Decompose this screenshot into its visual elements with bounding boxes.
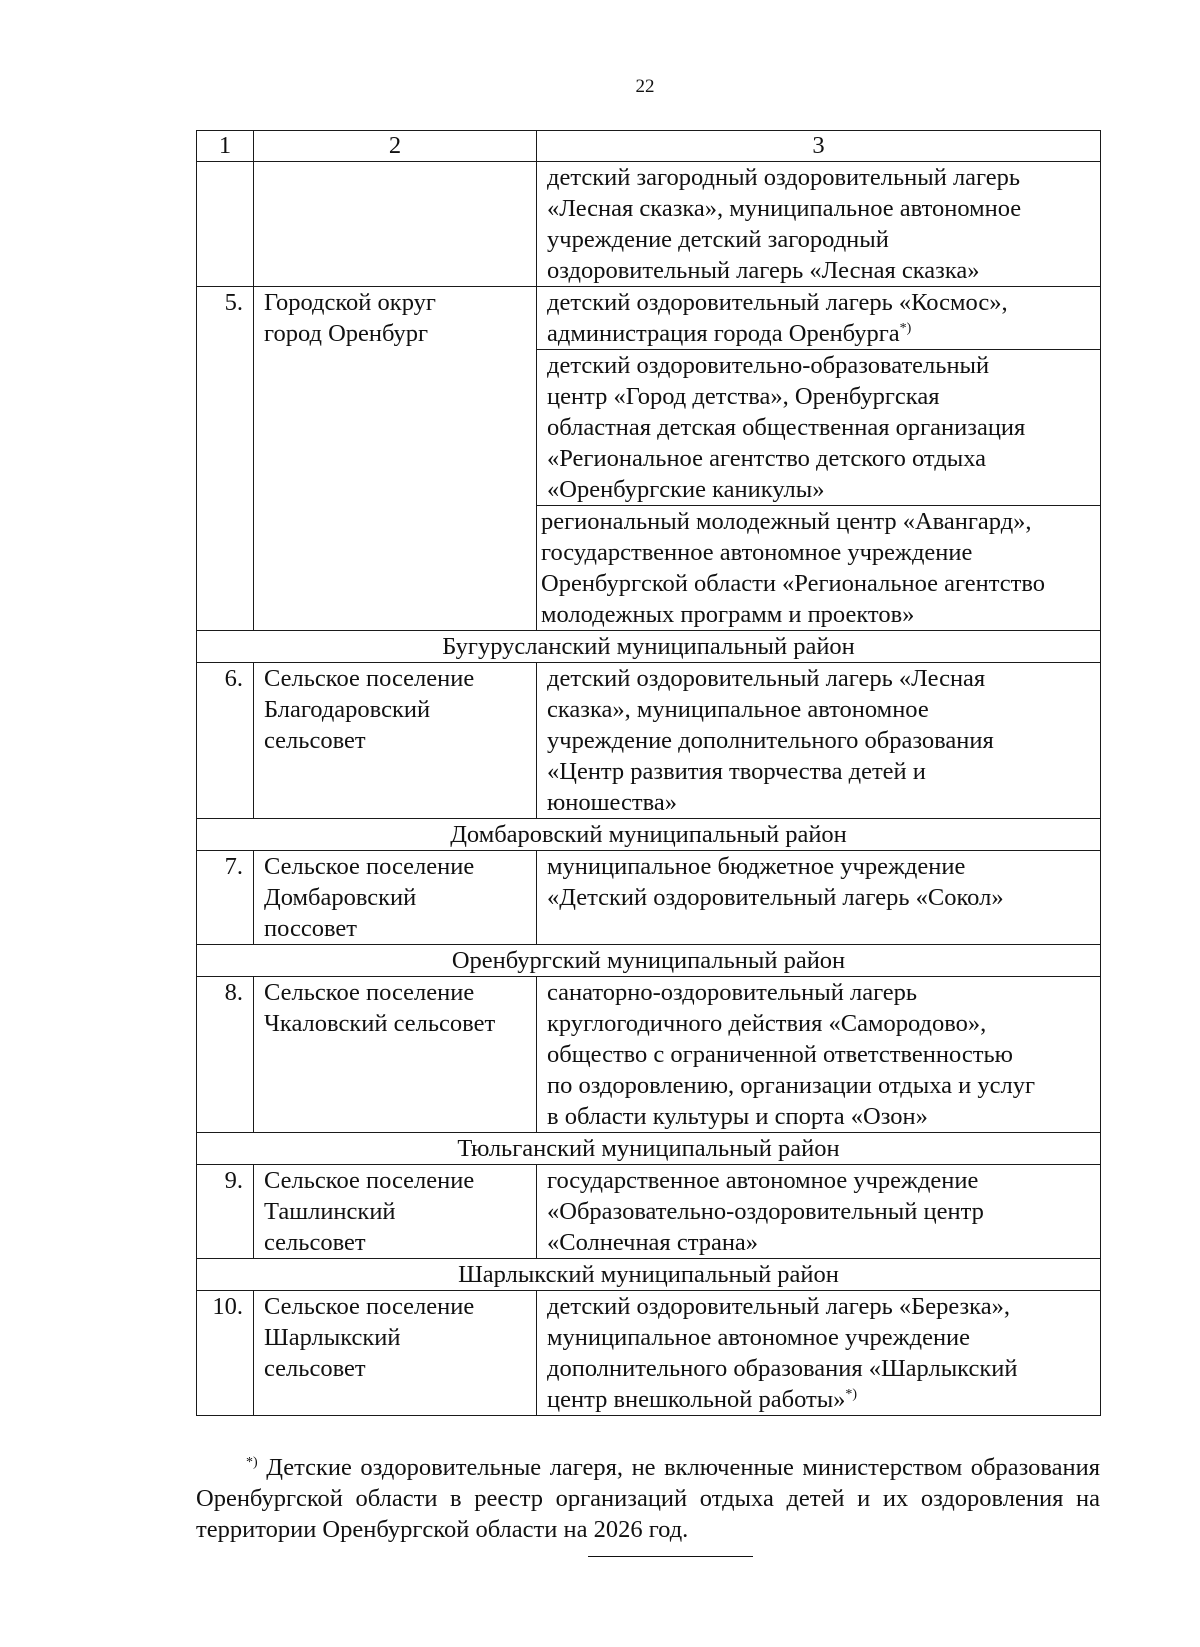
org-line: учреждение детский загородный bbox=[547, 226, 889, 253]
entity-line: Чкаловский сельсовет bbox=[264, 1010, 496, 1037]
entity-line: Благодаровский bbox=[264, 696, 431, 723]
entity-line: Городской округ bbox=[264, 289, 436, 316]
org-line: региональный молодежный центр «Авангард», bbox=[541, 508, 1032, 535]
org-line: по оздоровлению, организации отдыха и услуг bbox=[547, 1072, 1036, 1099]
org-line bbox=[547, 1384, 1090, 1415]
org-line: общество с ограниченной ответственностью bbox=[547, 1041, 1013, 1068]
organization-cell bbox=[537, 506, 1101, 631]
org-line: «Образовательно-оздоровительный центр bbox=[547, 1198, 984, 1225]
org-line: «Солнечная страна» bbox=[547, 1229, 759, 1256]
entity-line: Ташлинский bbox=[264, 1198, 396, 1225]
entity-line: Сельское поселение bbox=[264, 665, 475, 692]
org-line: круглогодичного действия «Самородово», bbox=[547, 1010, 987, 1037]
table-row-5 bbox=[197, 287, 1101, 350]
org-line: в области культуры и спорта «Озон» bbox=[547, 1103, 928, 1130]
org-line: муниципальное бюджетное учреждение bbox=[547, 853, 966, 880]
table-row-8 bbox=[197, 977, 1101, 1133]
section-title: Шарлыкский муниципальный район bbox=[197, 1259, 1101, 1291]
entity-line: сельсовет bbox=[264, 1355, 366, 1382]
org-line: центр «Город детства», Оренбургская bbox=[547, 383, 940, 410]
header-col-2: 2 bbox=[254, 131, 537, 162]
org-line: детский оздоровительно-образовательный bbox=[547, 352, 990, 379]
entity-line: сельсовет bbox=[264, 1229, 366, 1256]
entity-cell bbox=[254, 287, 537, 631]
header-col-1: 1 bbox=[197, 131, 254, 162]
entity-line: Домбаровский bbox=[264, 884, 417, 911]
entity-line: Сельское поселение bbox=[264, 1293, 475, 1320]
section-row bbox=[197, 819, 1101, 851]
table-header-row bbox=[197, 131, 1101, 162]
entity-line: сельсовет bbox=[264, 727, 366, 754]
entity-cell bbox=[254, 663, 537, 819]
page-number: 22 bbox=[635, 76, 655, 97]
table-row-7 bbox=[197, 851, 1101, 945]
camps-table bbox=[196, 130, 1101, 1416]
section-title: Тюльганский муниципальный район bbox=[197, 1133, 1101, 1165]
organization-cell bbox=[537, 663, 1101, 819]
organization-cell bbox=[537, 162, 1101, 287]
table-row-9 bbox=[197, 1165, 1101, 1259]
org-line: оздоровительный лагерь «Лесная сказка» bbox=[547, 257, 980, 284]
row-number: 6. bbox=[197, 663, 254, 819]
entity-cell bbox=[254, 851, 537, 945]
footnote bbox=[196, 1452, 1100, 1545]
header-col-3: 3 bbox=[537, 131, 1101, 162]
organization-cell bbox=[537, 350, 1101, 506]
organization-cell bbox=[537, 1291, 1101, 1416]
org-line: сказка», муниципальное автономное bbox=[547, 696, 929, 723]
row-number: 9. bbox=[197, 1165, 254, 1259]
org-line bbox=[547, 318, 1090, 349]
org-line: «Региональное агентство детского отдыха bbox=[547, 445, 987, 472]
organization-cell bbox=[537, 851, 1101, 945]
row-number: 10. bbox=[197, 1291, 254, 1416]
entity-cell bbox=[254, 977, 537, 1133]
org-line: государственное автономное учреждение bbox=[541, 539, 973, 566]
org-line: государственное автономное учреждение bbox=[547, 1167, 979, 1194]
section-row bbox=[197, 1133, 1101, 1165]
section-title: Оренбургский муниципальный район bbox=[197, 945, 1101, 977]
footnote-mark: *) bbox=[845, 1386, 858, 1402]
org-line: детский загородный оздоровительный лагерь bbox=[547, 164, 1021, 191]
section-title: Бугурусланский муниципальный район bbox=[197, 631, 1101, 663]
org-line-text: центр внешкольной работы» bbox=[547, 1386, 846, 1413]
org-line: детский оздоровительный лагерь «Космос», bbox=[547, 289, 1008, 316]
entity-cell bbox=[254, 162, 537, 287]
row-number: 8. bbox=[197, 977, 254, 1133]
org-line: санаторно-оздоровительный лагерь bbox=[547, 979, 918, 1006]
org-line: «Оренбургские каникулы» bbox=[547, 476, 825, 503]
entity-cell bbox=[254, 1165, 537, 1259]
entity-line: Сельское поселение bbox=[264, 853, 475, 880]
org-line: дополнительного образования «Шарлыкский bbox=[547, 1355, 1018, 1382]
section-title: Домбаровский муниципальный район bbox=[197, 819, 1101, 851]
entity-line: Сельское поселение bbox=[264, 1167, 475, 1194]
row-number: 7. bbox=[197, 851, 254, 945]
footnote-text: Детские оздоровительные лагеря, не включенные министерством образования Оренбургской области в реестр организаций отдыха детей и их оздоровления на территории Оренбургской области на 2026 год. bbox=[196, 1453, 1100, 1543]
org-line: Оренбургской области «Региональное агентство bbox=[541, 570, 1045, 597]
org-line: «Центр развития творчества детей и bbox=[547, 758, 926, 785]
org-line-text: администрация города Оренбурга bbox=[547, 320, 900, 347]
table-row-continued bbox=[197, 162, 1101, 287]
footnote-mark: *) bbox=[899, 320, 912, 336]
organization-cell bbox=[537, 287, 1101, 350]
organization-cell bbox=[537, 1165, 1101, 1259]
org-line: областная детская общественная организация bbox=[547, 414, 1026, 441]
org-line: детский оздоровительный лагерь «Лесная bbox=[547, 665, 986, 692]
org-line: «Лесная сказка», муниципальное автономное bbox=[547, 195, 1022, 222]
org-line: учреждение дополнительного образования bbox=[547, 727, 994, 754]
footnote-mark: *) bbox=[246, 1454, 258, 1470]
section-row bbox=[197, 945, 1101, 977]
table-row-10 bbox=[197, 1291, 1101, 1416]
entity-line: город Оренбург bbox=[264, 320, 429, 347]
section-row bbox=[197, 631, 1101, 663]
end-divider bbox=[588, 1556, 753, 1557]
org-line: «Детский оздоровительный лагерь «Сокол» bbox=[547, 884, 1004, 911]
entity-line: Шарлыкский bbox=[264, 1324, 401, 1351]
org-line: муниципальное автономное учреждение bbox=[547, 1324, 971, 1351]
org-line: детский оздоровительный лагерь «Березка», bbox=[547, 1293, 1010, 1320]
row-number-cell bbox=[197, 162, 254, 287]
organization-cell bbox=[537, 977, 1101, 1133]
org-line: юношества» bbox=[547, 789, 677, 816]
table-row-6 bbox=[197, 663, 1101, 819]
section-row bbox=[197, 1259, 1101, 1291]
org-line: молодежных программ и проектов» bbox=[541, 601, 915, 628]
entity-line: поссовет bbox=[264, 915, 357, 942]
entity-line: Сельское поселение bbox=[264, 979, 475, 1006]
entity-cell bbox=[254, 1291, 537, 1416]
row-number: 5. bbox=[197, 287, 254, 631]
